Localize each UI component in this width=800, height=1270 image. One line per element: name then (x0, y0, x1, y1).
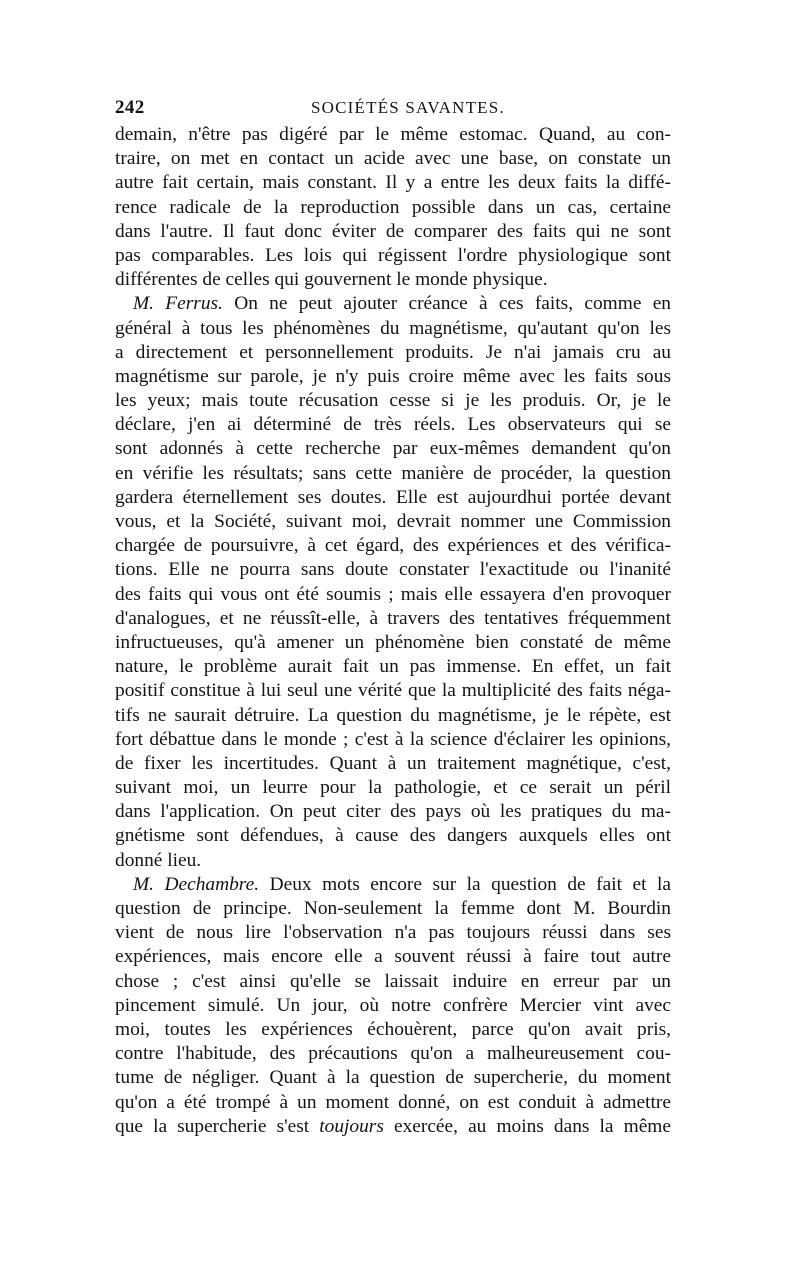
text-line: chargée de poursuivre, à cet égard, des expériences et des vérifica- (115, 535, 671, 557)
text-line: infructueuses, qu'à amener un phénomène bien constaté de même (115, 631, 671, 653)
text-line: général à tous les phénomènes du magnétisme, qu'autant qu'on les (115, 317, 671, 339)
text-line: contre l'habitude, des précautions qu'on a malheureusement cou- (115, 1043, 671, 1065)
text-line: expériences, mais encore elle a souvent réussi à faire tout autre (115, 946, 671, 968)
text-line (115, 1115, 671, 1139)
text-line: a directement et personnellement produits. Je n'ai jamais cru au (115, 341, 671, 363)
text-line: de fixer les incertitudes. Quant à un traitement magnétique, c'est, (115, 752, 671, 774)
text-line: rence radicale de la reproduction possible dans un cas, certaine (115, 196, 671, 218)
text-line: gnétisme sont défendues, à cause des dangers auxquels elles ont (115, 825, 671, 847)
text-line: dans l'application. On peut citer des pays où les pratiques du ma- (115, 801, 671, 823)
text-line: pincement simulé. Un jour, où notre confrère Mercier vint avec (115, 994, 671, 1016)
text-line: nature, le problème aurait fait un pas immense. En effet, un fait (115, 656, 671, 678)
line-fragment: que la supercherie s'est (115, 1115, 320, 1137)
text-line: chose ; c'est ainsi qu'elle se laissait induire en erreur par un (115, 970, 671, 992)
text-line: gardera éternellement ses doutes. Elle est aujourdhui portée devant (115, 486, 671, 508)
text-line: donné lieu. (115, 849, 202, 871)
text-line (115, 873, 671, 897)
text-line: positif constitue à lui seul une vérité que la multiplicité des faits néga- (115, 680, 671, 702)
text-line: sont adonnés à cette recherche par eux-mêmes demandent qu'on (115, 438, 671, 460)
text-line: dans l'autre. Il faut donc éviter de comparer des faits qui ne sont (115, 220, 671, 242)
text-line: moi, toutes les expériences échouèrent, parce qu'on avait pris, (115, 1018, 671, 1040)
page-header (115, 96, 685, 120)
text-line: demain, n'être pas digéré par le même estomac. Quand, au con- (115, 124, 671, 145)
speaker-name: M. Ferrus. (133, 293, 223, 315)
text-line: d'analogues, et ne réussît-elle, à travers des tentatives fréquemment (115, 607, 671, 629)
speech-text: On ne peut ajouter créance à ces faits, comme en (234, 293, 671, 315)
speech-text: Deux mots encore sur la question de fait et la (269, 873, 671, 895)
text-line: vous, et la Société, suivant moi, devrait nommer une Commission (115, 511, 671, 532)
text-line: vient de nous lire l'observation n'a pas toujours réussi dans ses (115, 922, 671, 944)
text-line: qu'on a été trompé à un moment donné, on est conduit à admettre (115, 1091, 671, 1113)
text-line: suivant moi, un leurre pour la pathologie, et ce serait un péril (115, 777, 671, 799)
text-line: en vérifie les résultats; sans cette manière de procéder, la question (115, 462, 671, 484)
speaker-name: M. Dechambre. (133, 873, 260, 895)
emphasized-word: toujours (319, 1115, 384, 1137)
text-line: pas comparables. Les lois qui régissent l'ordre physiologique sont (115, 244, 671, 266)
page-number: 242 (115, 97, 145, 118)
text-line: des faits qui vous ont été soumis ; mais elle essayera d'en provoquer (115, 583, 671, 605)
text-line: traire, on met en contact un acide avec une base, on constate un (115, 148, 671, 170)
text-line: tume de négliger. Quant à la question de supercherie, du moment (115, 1067, 671, 1089)
body-text (115, 123, 671, 1139)
line-fragment: exercée, au moins dans la même (383, 1115, 671, 1137)
text-line: autre fait certain, mais constant. Il y a entre les deux faits la diffé- (115, 172, 671, 194)
text-line (115, 292, 671, 316)
text-line: différentes de celles qui gouvernent le monde physique. (115, 269, 548, 291)
text-line: les yeux; mais toute récusation cesse si je les produis. Or, je le (115, 390, 671, 412)
text-line: question de principe. Non-seulement la femme dont M. Bourdin (115, 898, 671, 919)
text-line: tions. Elle ne pourra sans doute constater l'exactitude ou l'inanité (115, 559, 671, 581)
running-head: SOCIÉTÉS SAVANTES. (311, 98, 505, 117)
text-line: déclare, j'en ai déterminé de très réels. Les observateurs qui se (115, 414, 671, 436)
text-line: magnétisme sur parole, je n'y puis croire même avec les faits sous (115, 365, 671, 387)
text-line: tifs ne saurait détruire. La question du magnétisme, je le répète, est (115, 704, 671, 726)
text-line: fort débattue dans le monde ; c'est à la science d'éclairer les opinions, (115, 728, 671, 750)
